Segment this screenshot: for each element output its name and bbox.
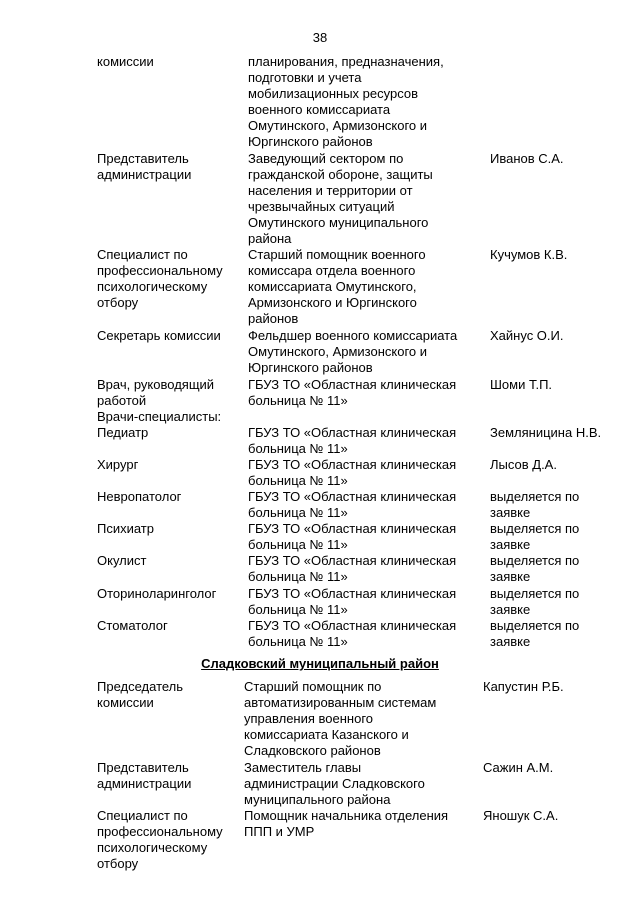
description-cell: Фельдшер военного комиссариата Омутинского, Армизонского и Юргинского районов [248, 328, 458, 375]
person-cell: Сажин А.М. [483, 760, 554, 775]
person-cell: выделяется по заявке [490, 521, 580, 552]
description-cell: ГБУЗ ТО «Областная клиническая больница № 11» [248, 618, 457, 649]
role-cell: Специалист по профессиональному психологическому отбору [97, 808, 223, 871]
description-cell: ГБУЗ ТО «Областная клиническая больница № 11» [248, 377, 457, 408]
description-cell: ГБУЗ ТО «Областная клиническая больница № 11» [248, 521, 457, 552]
role-cell: Психиатр [97, 521, 154, 536]
description-cell: Помощник начальника отделения ППП и УМР [244, 808, 449, 839]
person-cell: Земляницина Н.В. [490, 425, 602, 440]
person-cell: Шоми Т.П. [490, 377, 553, 392]
person-cell: выделяется по заявке [490, 489, 580, 520]
role-cell: Оториноларинголог [97, 586, 217, 601]
description-cell: ГБУЗ ТО «Областная клиническая больница № 11» [248, 489, 457, 520]
role-cell: Председатель комиссии [97, 679, 184, 710]
person-cell: Кучумов К.В. [490, 247, 568, 262]
person-cell: Хайнус О.И. [490, 328, 564, 343]
person-cell: Лысов Д.А. [490, 457, 557, 472]
role-cell: Представитель администрации [97, 760, 192, 791]
role-cell: комиссии [97, 54, 154, 69]
person-cell: Иванов С.А. [490, 151, 564, 166]
role-cell: Окулист [97, 553, 147, 568]
role-cell: Стоматолог [97, 618, 168, 633]
role-cell: Специалист по профессиональному психологическому отбору [97, 247, 223, 310]
description-cell: Старший помощник по автоматизированным системам управления военного комиссариата Казанского и Сладковского районов [244, 679, 437, 758]
role-cell: Невропатолог [97, 489, 182, 504]
description-cell: ГБУЗ ТО «Областная клиническая больница № 11» [248, 553, 457, 584]
section-title: Сладковский муниципальный район [201, 656, 439, 671]
person-cell: выделяется по заявке [490, 553, 580, 584]
description-cell: Заместитель главы администрации Сладковского муниципального района [244, 760, 425, 807]
description-cell: ГБУЗ ТО «Областная клиническая больница № 11» [248, 425, 457, 456]
role-cell: Врач, руководящий работой Врачи-специалисты: [97, 377, 222, 424]
role-cell: Педиатр [97, 425, 149, 440]
role-cell: Представитель администрации [97, 151, 192, 182]
person-cell: выделяется по заявке [490, 618, 580, 649]
role-cell: Секретарь комиссии [97, 328, 221, 343]
description-cell: Старший помощник военного комиссара отдела военного комиссариата Омутинского, Армизонского и Юргинского районов [248, 247, 426, 326]
description-cell: Заведующий сектором по гражданской обороне, защиты населения и территории от чрезвычайных ситуаций Омутинского муниципального района [248, 151, 433, 246]
description-cell: ГБУЗ ТО «Областная клиническая больница № 11» [248, 586, 457, 617]
role-cell: Хирург [97, 457, 139, 472]
description-cell: ГБУЗ ТО «Областная клиническая больница № 11» [248, 457, 457, 488]
person-cell: Капустин Р.Б. [483, 679, 564, 694]
person-cell: выделяется по заявке [490, 586, 580, 617]
person-cell: Яношук С.А. [483, 808, 559, 823]
description-cell: планирования, предназначения, подготовки и учета мобилизационных ресурсов военного комиссариата Омутинского, Армизонского и Юргинского районов [248, 54, 444, 149]
page-number: 38 [312, 30, 328, 45]
